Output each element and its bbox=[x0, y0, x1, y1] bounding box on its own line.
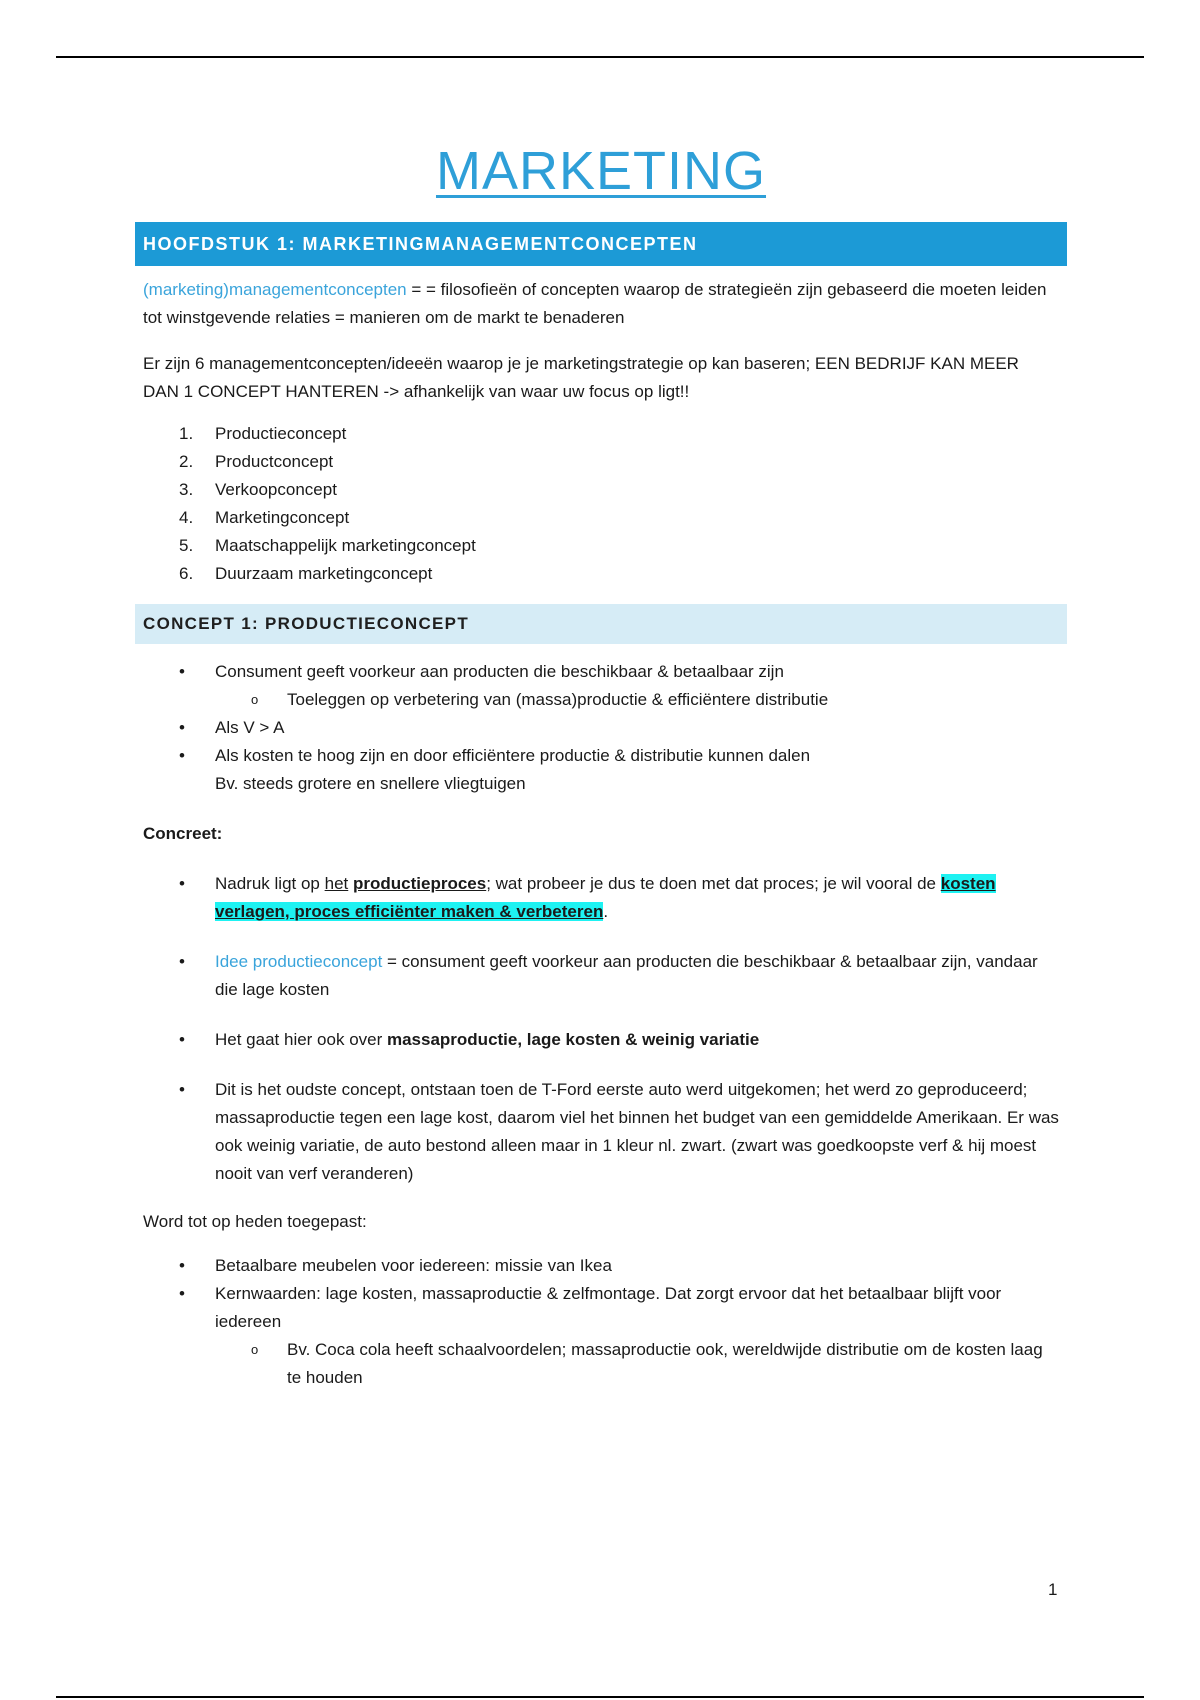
intro-paragraph bbox=[143, 276, 1059, 332]
concreet-label: Concreet: bbox=[143, 824, 223, 843]
bullet-item bbox=[135, 714, 1059, 742]
bullet-icon: • bbox=[179, 1284, 185, 1303]
bullet-text: Betaalbare meubelen voor iedereen: missie van Ikea bbox=[215, 1256, 612, 1275]
list-item bbox=[135, 476, 1067, 504]
list-label: Duurzaam marketingconcept bbox=[215, 564, 433, 583]
bullet-item bbox=[135, 1026, 1059, 1054]
list-number: 2. bbox=[179, 452, 194, 471]
bullet-item bbox=[135, 1280, 1059, 1392]
bullet-text: Het gaat hier ook over bbox=[215, 1030, 387, 1049]
sub-bullet-text: Toeleggen op verbetering van (massa)productie & efficiëntere distributie bbox=[287, 690, 829, 709]
bullet-icon: • bbox=[179, 1256, 185, 1275]
highlighted-text: kosten verlagen, proces efficiënter maken & verbeteren bbox=[215, 874, 996, 921]
bullet-icon: • bbox=[179, 746, 185, 765]
concreet-bullets bbox=[135, 870, 1067, 1188]
page-number: 1 bbox=[1048, 1580, 1058, 1599]
list-item bbox=[135, 420, 1067, 448]
circle-bullet-icon: o bbox=[251, 692, 259, 707]
underlined-word: het bbox=[324, 874, 349, 893]
list-label: Marketingconcept bbox=[215, 508, 350, 527]
applied-label: Word tot op heden toegepast: bbox=[143, 1212, 367, 1231]
list-label: Verkoopconcept bbox=[215, 480, 337, 499]
bullet-icon: • bbox=[179, 1080, 185, 1099]
bottom-rule bbox=[56, 1696, 1144, 1698]
applied-bullets bbox=[135, 1252, 1067, 1392]
list-item bbox=[135, 560, 1067, 588]
bullet-text: Als kosten te hoog zijn en door efficiëntere productie & distributie kunnen dalen bbox=[215, 746, 811, 765]
list-label: Productieconcept bbox=[215, 424, 347, 443]
bullet-text: Consument geeft voorkeur aan producten die beschikbaar & betaalbaar zijn bbox=[215, 662, 784, 681]
bold-underlined-term: productieproces bbox=[353, 874, 487, 893]
bullet-item bbox=[135, 742, 1059, 798]
term: Idee productieconcept bbox=[215, 952, 383, 971]
list-label: Productconcept bbox=[215, 452, 334, 471]
concepts-list bbox=[135, 420, 1067, 588]
sub-bullet-text: Bv. Coca cola heeft schaalvoordelen; massaproductie ook, wereldwijde distributie om de kosten laag te houden bbox=[287, 1340, 1043, 1387]
list-item bbox=[135, 532, 1067, 560]
bullet-icon: • bbox=[179, 662, 185, 681]
page-title: MARKETING bbox=[435, 141, 767, 201]
sub-bullet-item bbox=[215, 1336, 1059, 1392]
bullet-item bbox=[135, 1252, 1059, 1280]
bullet-example: Bv. steeds grotere en snellere vliegtuigen bbox=[215, 774, 526, 793]
bullet-item bbox=[135, 658, 1059, 714]
bullet-item bbox=[135, 948, 1059, 1004]
bullet-item bbox=[135, 1076, 1059, 1188]
circle-bullet-icon: o bbox=[251, 1342, 259, 1357]
bullet-icon: • bbox=[179, 718, 185, 737]
intro-definition: = = filosofieën of concepten waarop de strategieën zijn gebaseerd die moeten leiden tot winstgevende relaties = manieren om de markt te benaderen bbox=[143, 280, 1047, 327]
bullet-text: . bbox=[603, 902, 609, 921]
bullet-text: Kernwaarden: lage kosten, massaproductie & zelfmontage. Dat zorgt ervoor dat het betaalbaar blijft voor iedereen bbox=[215, 1284, 1002, 1331]
list-number: 4. bbox=[179, 508, 194, 527]
sub-list bbox=[215, 1336, 1059, 1392]
bullet-icon: • bbox=[179, 874, 185, 893]
list-number: 5. bbox=[179, 536, 194, 555]
sub-bullet-item bbox=[215, 686, 1059, 714]
concept1-bullets bbox=[135, 658, 1067, 798]
intro-term: (marketing)managementconcepten bbox=[143, 280, 407, 299]
bullet-text: Als V > A bbox=[215, 718, 285, 737]
list-number: 1. bbox=[179, 424, 194, 443]
list-number: 3. bbox=[179, 480, 194, 499]
bullet-text: Dit is het oudste concept, ontstaan toen de T-Ford eerste auto werd uitgekomen; het werd zo geproduceerd; massaproductie tegen een lage kost, daarom viel het binnen het budget van een gemiddelde Amerikaan. Er was ook weinig variatie, de auto bestond alleen maar in 1 kleur nl. zwart. (zwart was goedkoopste verf & hij moest nooit van verf veranderen) bbox=[215, 1080, 1059, 1183]
concepts-paragraph: Er zijn 6 managementconcepten/ideeën waarop je je marketingstrategie op kan baseren; EEN BEDRIJF KAN MEER DAN 1 CONCEPT HANTEREN -> afhankelijk van waar uw focus op ligt!! bbox=[143, 354, 1019, 401]
list-label: Maatschappelijk marketingconcept bbox=[215, 536, 476, 555]
chapter-heading: HOOFDSTUK 1: MARKETINGMANAGEMENTCONCEPTEN bbox=[135, 222, 1067, 266]
top-rule bbox=[56, 56, 1144, 58]
list-item bbox=[135, 504, 1067, 532]
concept1-heading: CONCEPT 1: PRODUCTIECONCEPT bbox=[135, 604, 1067, 644]
bullet-item bbox=[135, 870, 1059, 926]
list-number: 6. bbox=[179, 564, 194, 583]
bullet-text: Nadruk ligt op bbox=[215, 874, 325, 893]
bullet-text: ; wat probeer je dus te doen met dat proces; je wil vooral de bbox=[486, 874, 941, 893]
document-page bbox=[135, 140, 1067, 1392]
bullet-text: = consument geeft voorkeur aan producten die beschikbaar & betaalbaar zijn, vandaar die lage kosten bbox=[215, 952, 1038, 999]
bullet-icon: • bbox=[179, 1030, 185, 1049]
sub-list bbox=[215, 686, 1059, 714]
bullet-icon: • bbox=[179, 952, 185, 971]
list-item bbox=[135, 448, 1067, 476]
bold-text: massaproductie, lage kosten & weinig variatie bbox=[386, 1030, 760, 1049]
